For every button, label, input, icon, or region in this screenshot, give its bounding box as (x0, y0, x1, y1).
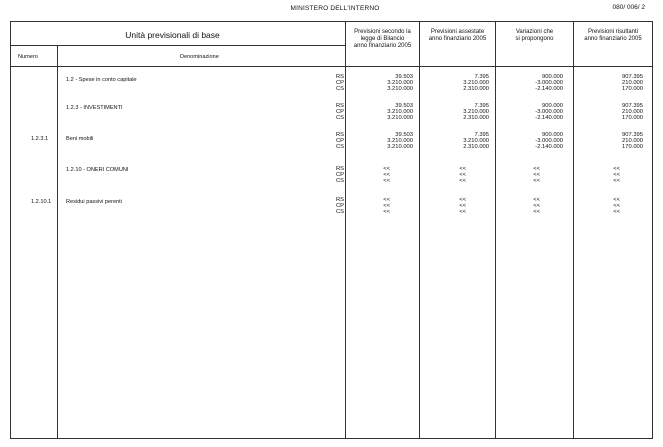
row-numero: 1.2.10.1 (31, 199, 52, 205)
row-denominazione: Residui passivi perenti (66, 199, 122, 205)
row-risultanti-values: 907.395 210.000 170.000 (622, 74, 643, 93)
row-assestate-values: 7.395 3.210.000 2.310.000 (463, 132, 489, 151)
denominazione-divider (345, 21, 346, 439)
row-bilancio-values: 39.503 3.210.000 3.210.000 (387, 132, 413, 151)
left-border (10, 21, 11, 439)
row-risultanti-values: << << << (613, 166, 620, 185)
row-codes: RS CP CS (336, 197, 345, 216)
row-denominazione: 1.2.10 - ONERI COMUNI (66, 167, 129, 173)
assestate-divider (495, 21, 496, 439)
row-denominazione: 1.2 - Spese in conto capitale (66, 77, 137, 83)
bilancio-divider (419, 21, 420, 439)
row-risultanti-values: 907.395 210.000 170.000 (622, 132, 643, 151)
row-assestate-values: << << << (459, 197, 466, 216)
row-codes: RS CP CS (336, 74, 345, 93)
row-denominazione: 1.2.3 - INVESTIMENTI (66, 105, 123, 111)
row-bilancio-values: 39.503 3.210.000 3.210.000 (387, 103, 413, 122)
row-variazioni-values: << << << (533, 197, 540, 216)
variazioni-divider (573, 21, 574, 439)
row-variazioni-values: 900.000 -3.000.000 -2.140.000 (535, 103, 563, 122)
right-border (652, 21, 653, 439)
row-bilancio-values: << << << (383, 197, 390, 216)
ministry-title: MINISTERO DELL'INTERNO (290, 5, 380, 12)
row-bilancio-values: 39.503 3.210.000 3.210.000 (387, 74, 413, 93)
table-bottom-border (10, 438, 652, 439)
col-numero-header: Numero (18, 54, 38, 60)
table-top-border (10, 21, 652, 22)
col-risultanti-header: Previsioni risultanti anno finanziario 2005 (584, 29, 642, 42)
row-bilancio-values: << << << (383, 166, 390, 185)
row-denominazione: Beni mobili (66, 136, 94, 142)
row-variazioni-values: 900.000 -3.000.000 -2.140.000 (535, 74, 563, 93)
row-codes: RS CP CS (336, 103, 345, 122)
row-assestate-values: 7.395 3.210.000 2.310.000 (463, 74, 489, 93)
row-numero: 1.2.3.1 (31, 136, 49, 142)
row-variazioni-values: 900.000 -3.000.000 -2.140.000 (535, 132, 563, 151)
row-risultanti-values: << << << (613, 197, 620, 216)
table-title: Unità previsionali di base (125, 30, 220, 40)
row-variazioni-values: << << << (533, 166, 540, 185)
col-bilancio-header: Previsioni secondo la legge di Bilancio anno finanziario 2005 (353, 29, 412, 49)
row-assestate-values: << << << (459, 166, 466, 185)
page-reference: 080/ 006/ 2 (612, 4, 645, 11)
col-denominazione-header: Denominazione (180, 54, 219, 60)
row-codes: RS CP CS (336, 132, 345, 151)
row-risultanti-values: 907.395 210.000 170.000 (622, 103, 643, 122)
numero-divider (57, 45, 58, 438)
header-bottom-border (10, 66, 652, 67)
col-variazioni-header: Variazioni che si propongono (515, 29, 554, 42)
row-assestate-values: 7.395 3.210.000 2.310.000 (463, 103, 489, 122)
row-codes: RS CP CS (336, 166, 345, 185)
header-split-line (10, 45, 345, 46)
col-assestate-header: Previsioni assestate anno finanziario 2005 (428, 29, 487, 42)
